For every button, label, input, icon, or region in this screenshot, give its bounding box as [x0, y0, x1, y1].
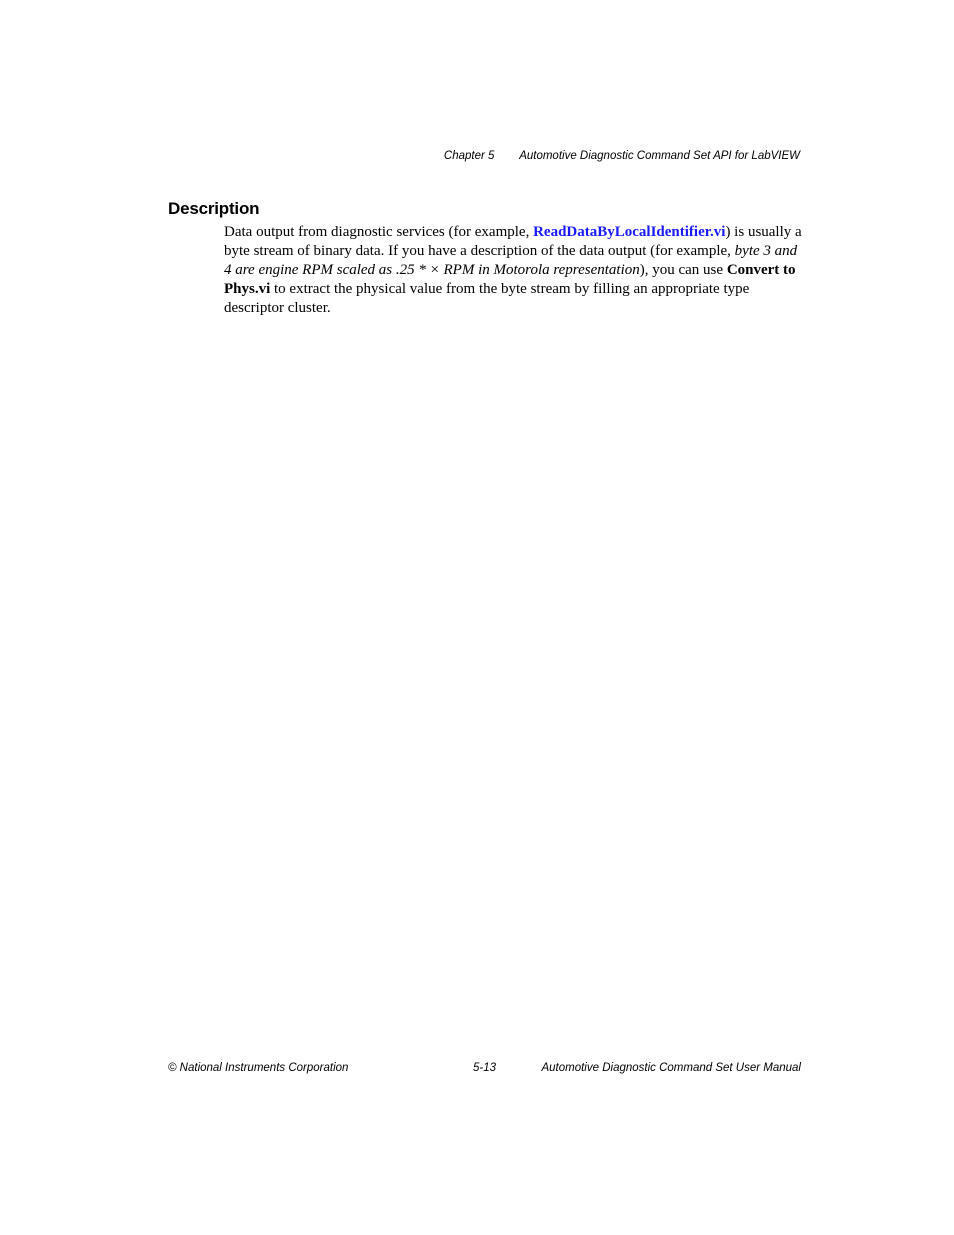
paragraph-text-2: ) is usually a byte stream of binary data. If you have a description of the data output (for example, [224, 224, 802, 259]
convert-to-phys-vi: Convert to Phys.vi [224, 262, 796, 297]
footer-page-number: 5-13 [473, 1062, 497, 1074]
header-title: Automotive Diagnostic Command Set API for LabVIEW [519, 150, 800, 162]
paragraph-example-italic: byte 3 and 4 are engine RPM scaled as .25 * × RPM in Motorola representation [224, 243, 798, 278]
footer-copyright: © National Instruments Corporation [168, 1062, 349, 1074]
header-chapter: Chapter 5 [443, 150, 495, 162]
footer-manual-title: Automotive Diagnostic Command Set User Manual [541, 1062, 801, 1074]
page-footer [168, 1062, 801, 1078]
section-heading: Description [168, 199, 260, 218]
running-header [444, 150, 800, 162]
paragraph-text-3: ), you can use [639, 262, 727, 278]
paragraph-text-1: Data output from diagnostic services (for example, [224, 224, 534, 240]
description-paragraph [224, 223, 802, 318]
readdatabylocalidentifier-link[interactable]: ReadDataByLocalIdentifier.vi [533, 224, 726, 240]
paragraph-text-4: to extract the physical value from the byte stream by filling an appropriate type descriptor cluster. [224, 281, 750, 316]
